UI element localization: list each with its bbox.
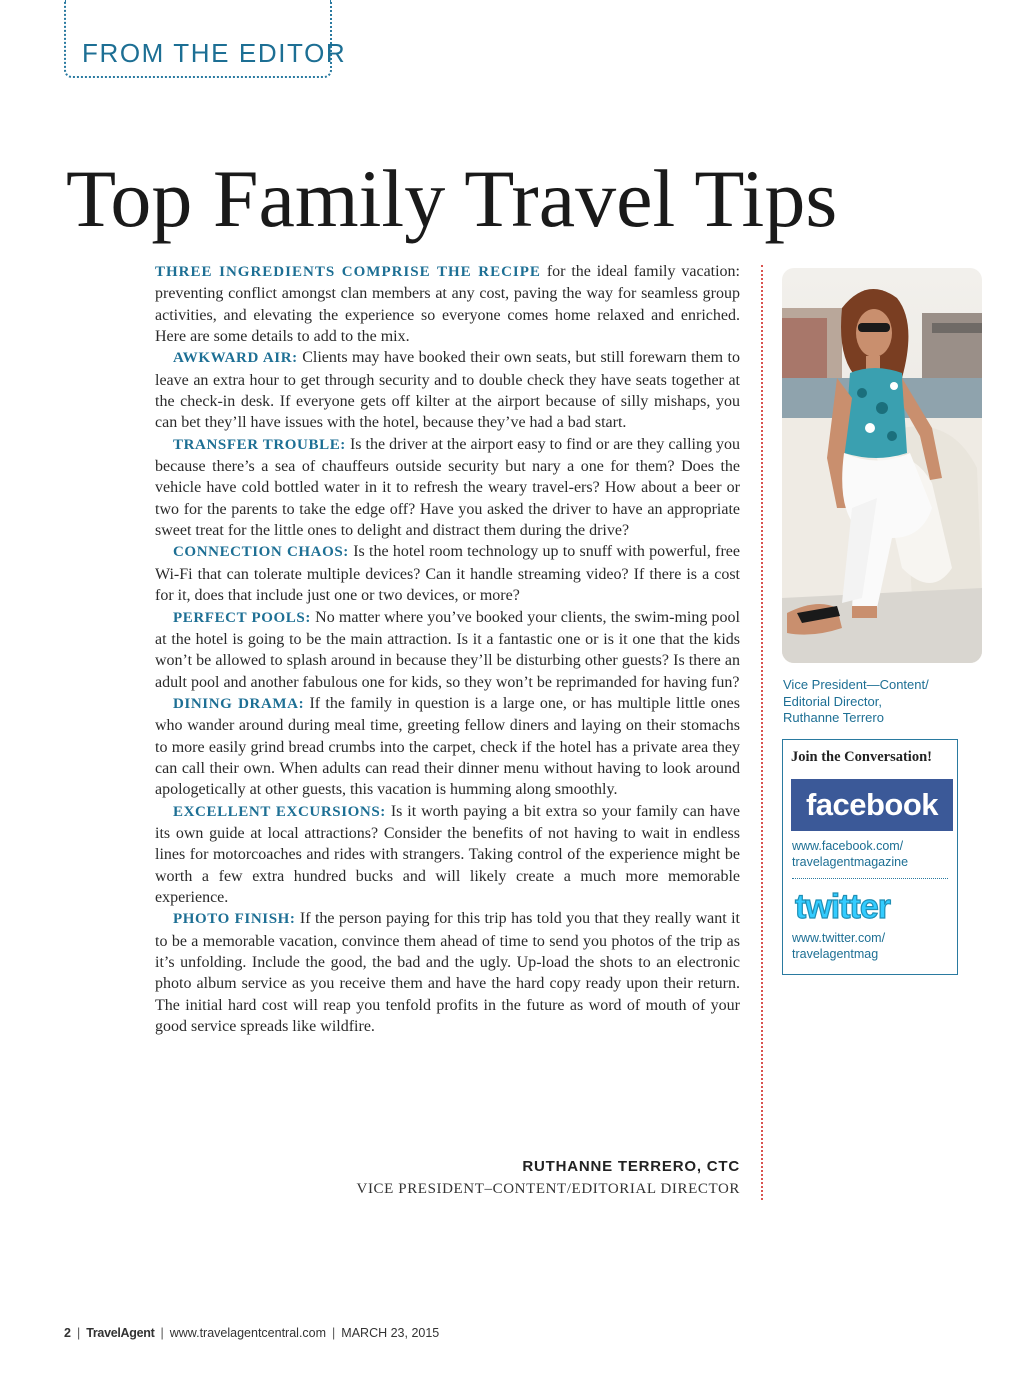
footer-date: MARCH 23, 2015 (341, 1326, 440, 1340)
article-body (155, 261, 740, 1037)
social-box (782, 739, 958, 975)
facebook-url-line: travelagentmagazine (792, 855, 909, 869)
tip-paragraph (155, 607, 740, 693)
facebook-logo[interactable]: facebook (791, 779, 953, 831)
footer-url[interactable]: www.travelagentcentral.com (169, 1326, 327, 1340)
twitter-url-line: travelagentmag (792, 947, 879, 961)
tip-paragraph (155, 908, 740, 1037)
tip-lead: EXCELLENT EXCURSIONS: (173, 803, 386, 820)
tip-paragraph (155, 541, 740, 606)
footer-separator: | (76, 1326, 81, 1340)
twitter-logo-text: twitter (795, 888, 890, 926)
social-heading: Join the Conversation! (791, 749, 932, 765)
tip-lead: TRANSFER TROUBLE: (173, 436, 346, 453)
tip-lead: DINING DRAMA: (173, 695, 305, 712)
twitter-url[interactable] (792, 930, 885, 962)
caption-line: Editorial Director, (783, 693, 882, 709)
tip-text: Is the driver at the airport easy to find or are they calling you because there’s a sea of chauffeurs outside security but nary a one for them? Does the vehicle have cold bottled water in it to refresh the weary travel-ers? How about a beer or two for the parents to take the edge off? Have you asked the driver to have an appropriate sweet treat for the little ones to delight and distract them during the drive? (155, 435, 740, 540)
tip-lead: CONNECTION CHAOS: (173, 544, 349, 561)
intro-lead: THREE INGREDIENTS COMPRISE THE RECIPE (155, 264, 541, 280)
column-divider (761, 265, 763, 1200)
facebook-url[interactable] (792, 838, 908, 870)
twitter-url-line: www.twitter.com/ (792, 931, 886, 945)
page-footer (64, 1326, 439, 1340)
tip-text: If the family in question is a large one, or has multiple little ones who wander around during meal time, greeting fellow diners and laying on their stomachs to more easily grind bread crumbs into the carpet, check if the hotel has a private area they can call their own. When adults can read their dinner menu without having to look around apologetically at other guests, this vacation is humming along smoothly. (155, 694, 741, 799)
article-title: Top Family Travel Tips (66, 153, 838, 244)
intro-paragraph (155, 261, 740, 347)
footer-separator: | (332, 1326, 336, 1340)
section-tag (64, 0, 347, 78)
tip-text: Clients may have booked their own seats, but still forewarn them to leave an extra hour to get through security and to double check they have seats together at the check-in desk. If everyone gets off kilter at the airport because of silly mishaps, you can bet they’ll have issues with the hotel, because they’ve had a bad start. (155, 349, 740, 432)
tip-text: No matter where you’ve booked your clients, the swim-ming pool at the hotel is going to be the main attraction. Is it a fantastic one or is it one that the kids won’t be allowed to splash around in because they’ll be disturbing other guests? Is there an adult pool and another fabulous one for kids, so they won’t be reprimanded for having fun? (155, 608, 740, 691)
editor-photo (782, 268, 982, 663)
tip-lead: AWKWARD AIR: (173, 350, 298, 367)
tip-text: Is it worth paying a bit extra so your family can have its own guide at local attractions? Consider the benefits of not having to wait in endless lines for motorcoaches and rides with strangers. Taking control of the experience might be worth a few extra hundred bucks and will likely create a much more memorable experience. (155, 802, 740, 906)
social-separator (792, 878, 948, 879)
tip-paragraph (155, 801, 740, 909)
facebook-url-line: www.facebook.com/ (792, 839, 904, 853)
tip-text: If the person paying for this trip has told you that they really want it to be a memorable vacation, convince them ahead of time to send you photos of the trip as it’s unfolding. Include the good, the bad and the ugly. Up-load the shots to an electronic photo album service as you receive them and have the hard copy ready upon their return. The initial hard cost will reap you tenfold profits in the future as word of mouth of your good service spreads like wildfire. (155, 910, 741, 1036)
tip-lead: PHOTO FINISH: (173, 911, 296, 928)
section-label: FROM THE EDITOR (82, 38, 347, 68)
page-number: 2 (64, 1326, 71, 1340)
photo-caption (783, 677, 929, 727)
footer-brand: TravelAgent (86, 1326, 155, 1340)
tip-lead: PERFECT POOLS: (173, 609, 311, 626)
author-name: RUTHANNE TERRERO, CTC (522, 1158, 740, 1175)
tip-paragraph (155, 693, 740, 801)
tip-paragraph (155, 434, 740, 542)
author-role: VICE PRESIDENT–CONTENT/EDITORIAL DIRECTOR (356, 1181, 740, 1197)
footer-separator: | (160, 1326, 164, 1340)
intro-text: for the ideal family vacation: preventing conflict amongst clan members at any cost, paving the way for seamless group activities, and elevating the experience so everyone comes home relaxed and enriched. Here are some details to add to the mix. (155, 263, 741, 346)
tip-text: Is the hotel room technology up to snuff with powerful, free Wi-Fi that can tolerate multiple devices? Can it handle streaming video? If there is a cost for it, does that include just one or two devices, or more? (155, 543, 741, 605)
caption-line: Vice President—Content/ (783, 677, 929, 692)
caption-line: Ruthanne Terrero (783, 710, 884, 725)
tip-paragraph (155, 347, 740, 433)
signature (357, 1158, 740, 1198)
twitter-logo[interactable] (791, 886, 953, 928)
